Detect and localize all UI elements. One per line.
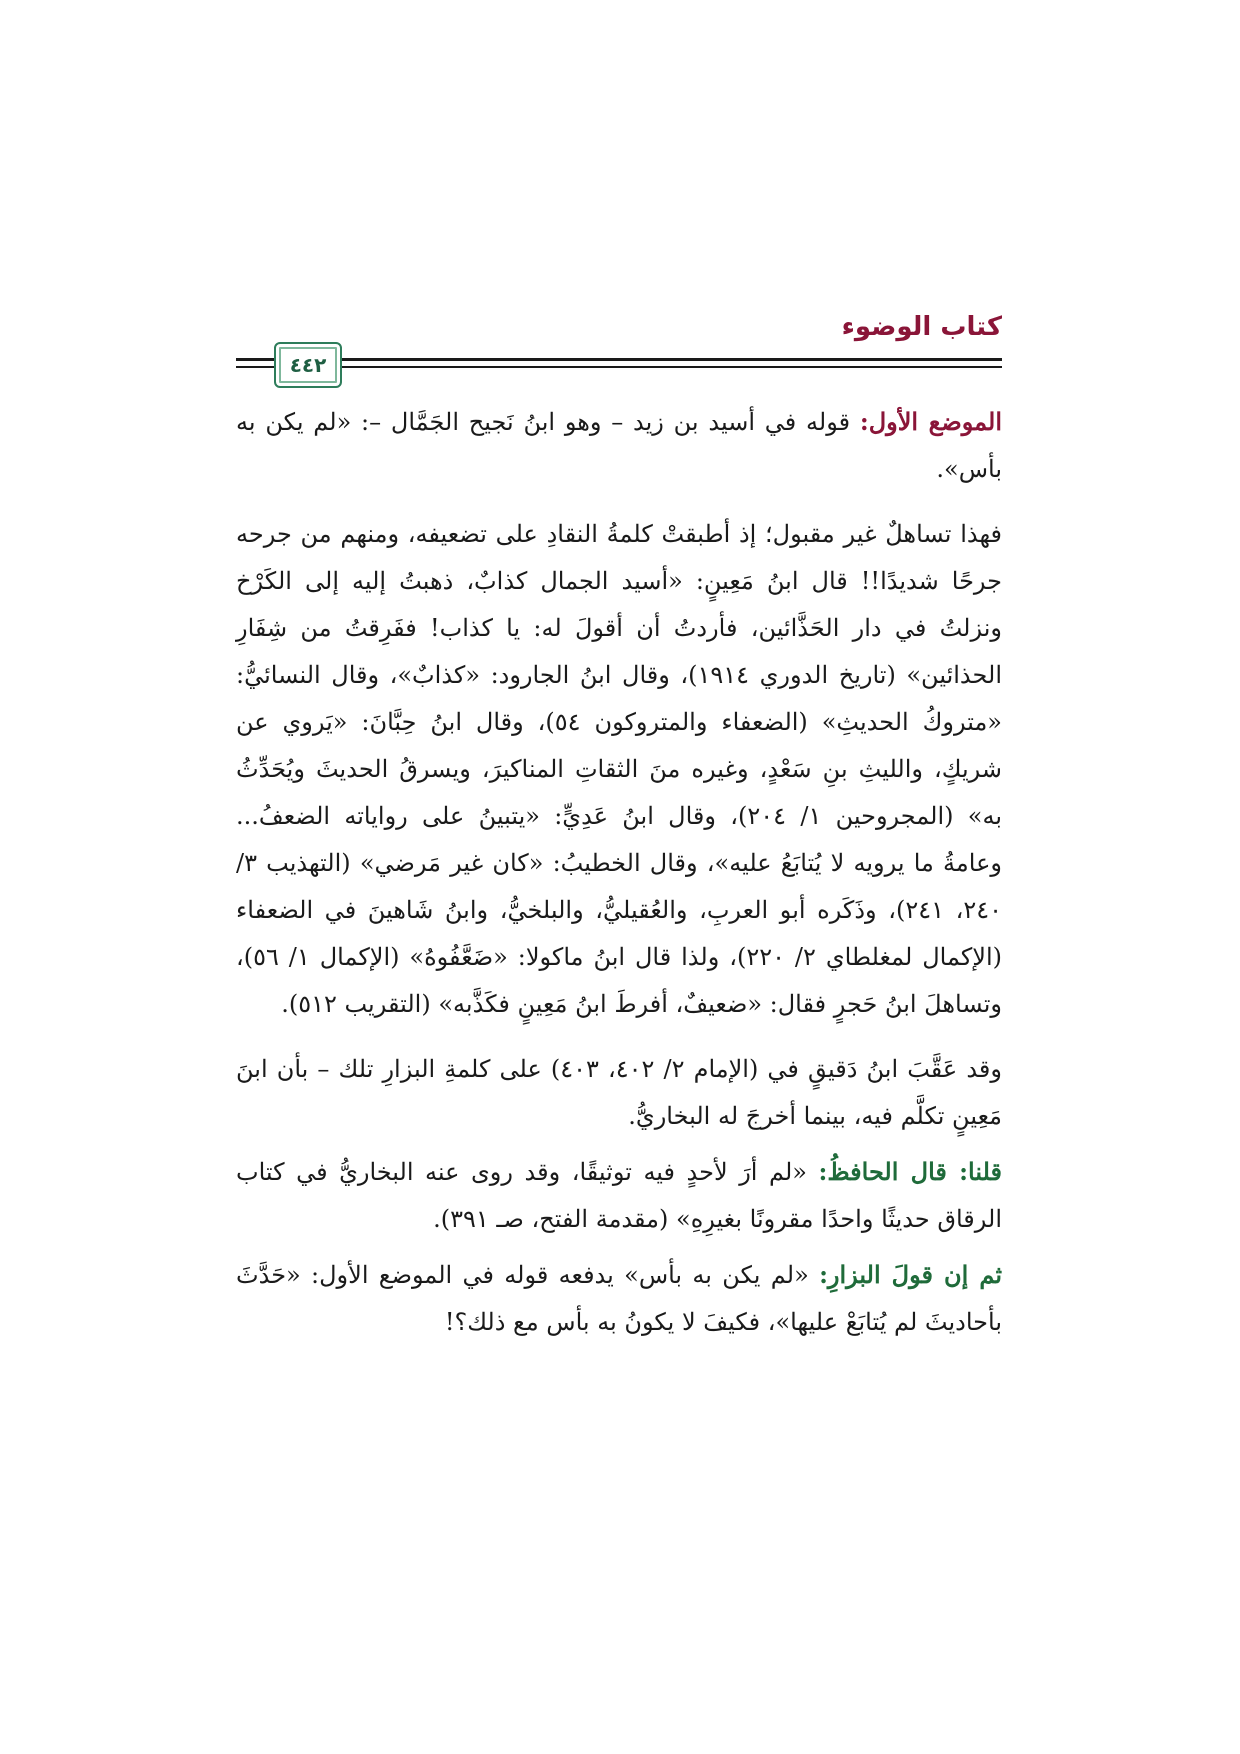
paragraph-5 [236, 1251, 1002, 1346]
page-body [236, 398, 1002, 1346]
paragraph-3 [236, 1046, 1002, 1140]
paragraph-2-text: فهذا تساهلٌ غير مقبول؛ إذ أطبقتْ كلمةُ النقادِ على تضعيفه، ومنهم من جرحه جرحًا شديدًا!! قال ابنُ مَعِينٍ: «أسيد الجمال كذابٌ، ذهبتُ إليه إلى الكَرْخ ونزلتُ في دار الحَذَّائين، فأردتُ أن أقولَ له: يا كذاب! ففَرِقتُ من شِفَارِ الحذائين» (تاريخ الدوري ١٩١٤)، وقال ابنُ الجارود: «كذابٌ»، وقال النسائيُّ: «متروكُ الحديثِ» (الضعفاء والمتروكون ٥٤)، وقال ابنُ حِبَّانَ: «يَروي عن شريكٍ، والليثِ بنِ سَعْدٍ، وغيره منَ الثقاتِ المناكيرَ، ويسرقُ الحديثَ ويُحَدِّثُ به» (المجروحين ١/ ٢٠٤)، وقال ابنُ عَدِيٍّ: «يتبينُ على رواياته الضعفُ... وعامةُ ما يرويه لا يُتابَعُ عليه»، وقال الخطيبُ: «كان غير مَرضي» (التهذيب ٣/ ٢٤٠، ٢٤١)، وذَكَره أبو العربِ، والعُقيليُّ، والبلخيُّ، وابنُ شَاهينَ في الضعفاء (الإكمال لمغلطاي ٢/ ٢٢٠)، ولذا قال ابنُ ماكولا: «ضَعَّفُوهُ» (الإكمال ١/ ٥٦)، وتساهلَ ابنُ حَجرٍ فقال: «ضعيفٌ، أفرطَ ابنُ مَعِينٍ فكَذَّبه» (التقريب ٥١٢). [236, 520, 1003, 1018]
paragraph-4 [236, 1148, 1002, 1243]
page-number-badge [274, 342, 342, 388]
paragraph-4-text: «لم أرَ لأحدٍ فيه توثيقًا، وقد روى عنه البخاريُّ في كتاب الرقاق حديثًا واحدًا مقرونًا بغيرِهِ» (مقدمة الفتح، صـ ٣٩١). [236, 1158, 1002, 1233]
book-title: كتاب الوضوء [841, 312, 1002, 342]
paragraph-1-lead: الموضع الأول: [859, 407, 1002, 436]
header-rule-bottom [236, 366, 1002, 368]
paragraph-4-lead: قلنا: قال الحافظُ: [818, 1157, 1002, 1186]
paragraph-1-text: قوله في أسيد بن زيد – وهو ابنُ نَجيح الجَمَّال –: «لم يكن به بأس». [236, 408, 1002, 483]
header-rule-top [236, 358, 1002, 361]
paragraph-5-lead: ثم إن قولَ البزارِ: [819, 1260, 1002, 1289]
paragraph-5-text: «لم يكن به بأس» يدفعه قوله في الموضع الأول: «حَدَّثَ بأحاديثَ لم يُتابَعْ عليها»، فكيفَ لا يكونُ به بأس مع ذلك؟! [236, 1261, 1002, 1336]
page-header [236, 312, 1002, 392]
paragraph-1 [236, 398, 1002, 493]
paragraph-2 [236, 511, 1002, 1028]
page-number: ٤٤٢ [289, 353, 327, 377]
paragraph-3-text: وقد عَقَّبَ ابنُ دَقيقٍ في (الإمام ٢/ ٤٠٢، ٤٠٣) على كلمةِ البزارِ تلك – بأن ابنَ مَعِينٍ تكلَّم فيه، بينما أخرجَ له البخاريُّ. [236, 1055, 1002, 1130]
